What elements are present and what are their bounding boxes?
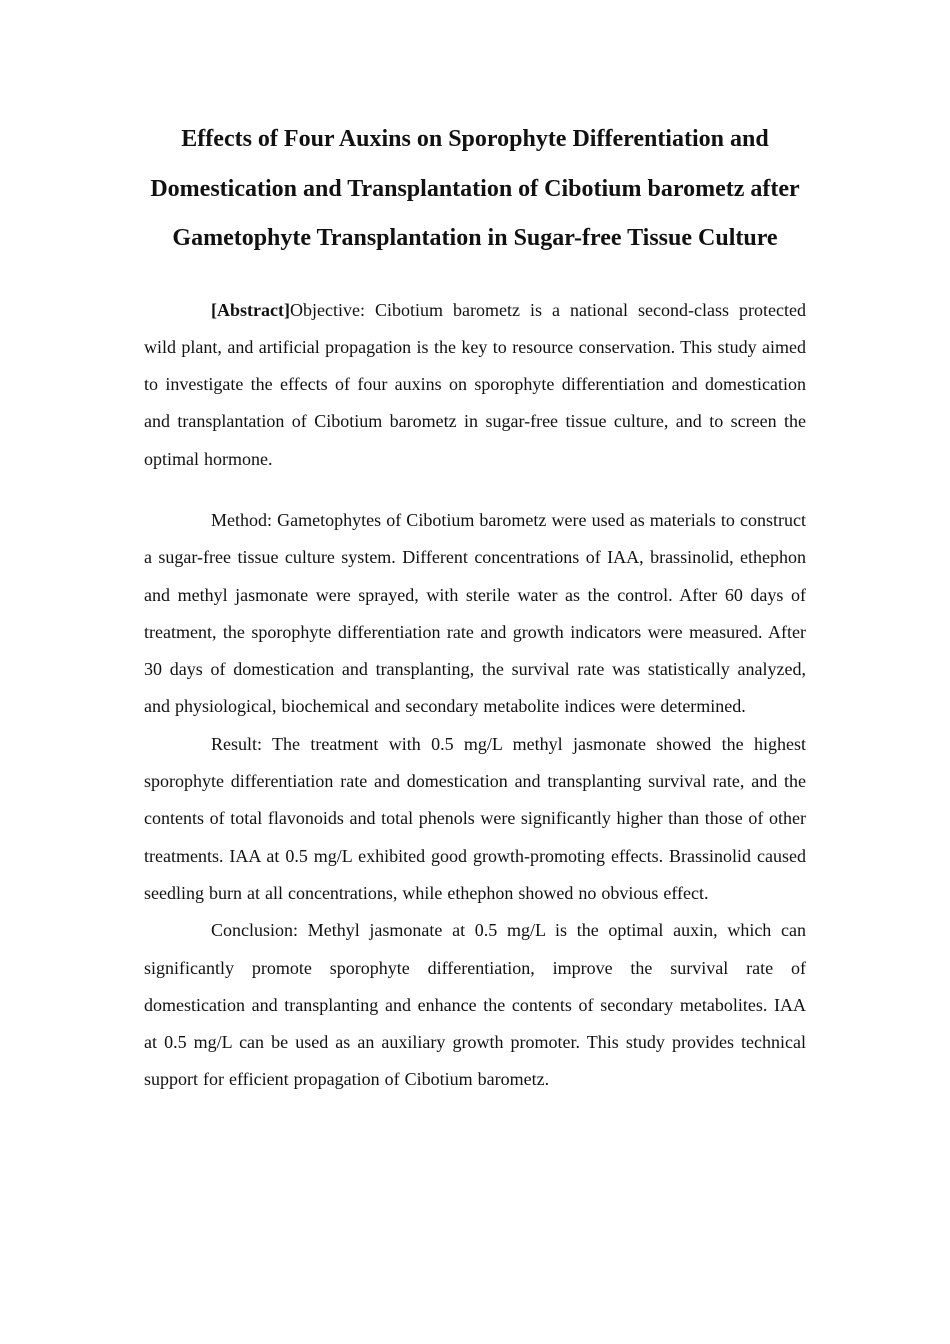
result-paragraph: Result: The treatment with 0.5 mg/L methyl jasmonate showed the highest sporophyte differentiation rate and domestication and transplanting survival rate, and the contents of total flavonoids and total phenols were significantly higher than those of other treatments. IAA at 0.5 mg/L exhibited good growth-promoting effects. Brassinolid caused seedling burn at all concentrations, while ethephon showed no obvious effect.: [144, 733, 806, 903]
objective-text: Objective: Cibotium barometz is a national second-class protected wild plant, and artificial propagation is the key to resource conservation. This study aimed to investigate the effects of four auxins on sporophyte differentiation and domestication and transplantation of Cibotium barometz in sugar-free tissue culture, and to screen the optimal hormone.: [144, 299, 806, 469]
paper-page: [144, 115, 806, 1099]
abstract-section: [144, 292, 806, 1099]
conclusion-paragraph: Conclusion: Methyl jasmonate at 0.5 mg/L is the optimal auxin, which can significantly promote sporophyte differentiation, improve the survival rate of domestication and transplanting and enhance the contents of secondary metabolites. IAA at 0.5 mg/L can be used as an auxiliary growth promoter. This study provides technical support for efficient propagation of Cibotium barometz.: [144, 920, 806, 1090]
paper-title: Effects of Four Auxins on Sporophyte Differentiation and Domestication and Transplantation of Cibotium barometz after Gametophyte Transplantation in Sugar-free Tissue Culture: [150, 126, 800, 251]
abstract-label: [Abstract]: [211, 299, 290, 320]
abstract-objective-paragraph: [144, 292, 806, 478]
method-paragraph: Method: Gametophytes of Cibotium barometz were used as materials to construct a sugar-free tissue culture system. Different concentrations of IAA, brassinolid, ethephon and methyl jasmonate were sprayed, with sterile water as the control. After 60 days of treatment, the sporophyte differentiation rate and growth indicators were measured. After 30 days of domestication and transplanting, the survival rate was statistically analyzed, and physiological, biochemical and secondary metabolite indices were determined.: [144, 509, 806, 717]
